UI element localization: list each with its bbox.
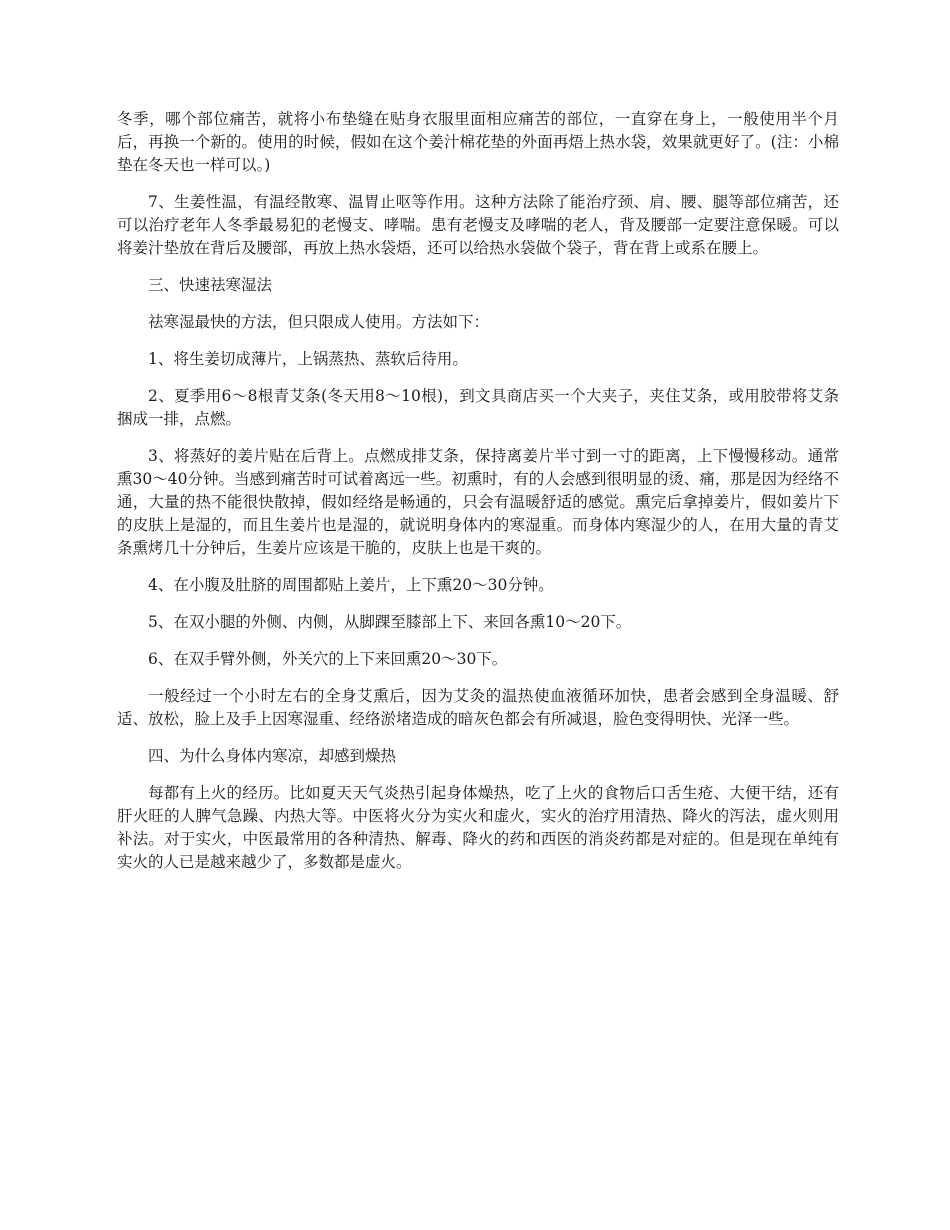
paragraph-step-3: 3、将蒸好的姜片贴在后背上。点燃成排艾条，保持离姜片半寸到一寸的距离，上下慢慢移动。通常熏30～40分钟。当感到痛苦时可试着离远一些。初熏时，有的人会感到很明显的烫、痛，那是因为经络不通，大量的热不能很快散掉，假如经络是畅通的，只会有温暖舒适的感觉。熏完后拿掉姜片，假如姜片下的皮肤上是湿的，而且生姜片也是湿的，就说明身体内的寒湿重。而身体内寒湿少的人，在用大量的青艾条熏烤几十分钟后，生姜片应该是干脆的，皮肤上也是干爽的。 xyxy=(117,447,839,557)
paragraph-summary: 一般经过一个小时左右的全身艾熏后，因为艾灸的温热使血液循环加快，患者会感到全身温暖、舒适、放松，脸上及手上因寒湿重、经络淤堵造成的暗灰色都会有所减退，脸色变得明快、光泽一些。 xyxy=(117,687,839,728)
paragraph-step-1: 1、将生姜切成薄片，上锅蒸热、蒸软后待用。 xyxy=(148,350,468,368)
paragraph-item-7: 7、生姜性温，有温经散寒、温胃止呕等作用。这种方法除了能治疗颈、肩、腰、腿等部位痛苦，还可以治疗老年人冬季最易犯的老慢支、哮喘。患有老慢支及哮喘的老人，背及腰部一定要注意保暖。可以将姜汁垫放在背后及腰部，再放上热水袋焐，还可以给热水袋做个袋子，背在背上或系在腰上。 xyxy=(117,193,839,257)
paragraph-intro: 祛寒湿最快的方法，但只限成人使用。方法如下： xyxy=(148,313,490,331)
document-body xyxy=(117,108,839,888)
paragraph-step-2: 2、夏季用6～8根青艾条(冬天用8～10根)，到文具商店买一个大夹子，夹住艾条，或用胶带将艾条捆成一排，点燃。 xyxy=(117,387,839,428)
paragraph-step-4: 4、在小腹及肚脐的周围都贴上姜片，上下熏20～30分钟。 xyxy=(148,576,554,594)
paragraph-step-5: 5、在双小腿的外侧、内侧，从脚踝至膝部上下、来回各熏10～20下。 xyxy=(148,613,632,631)
paragraph-fire: 每都有上火的经历。比如夏天天气炎热引起身体燥热，吃了上火的食物后口舌生疮、大便干结，还有肝火旺的人脾气急躁、内热大等。中医将火分为实火和虚火，实火的治疗用清热、降火的泻法，虚火则用补法。对于实火，中医最常用的各种清热、解毒、降火的药和西医的消炎药都是对症的。但是现在单纯有实火的人已是越来越少了，多数都是虚火。 xyxy=(117,784,839,871)
section-heading-3: 三、快速祛寒湿法 xyxy=(148,276,273,294)
section-heading-4: 四、为什么身体内寒凉，却感到燥热 xyxy=(148,747,397,765)
paragraph-continuation: 冬季，哪个部位痛苦，就将小布垫缝在贴身衣服里面相应痛苦的部位，一直穿在身上，一般使用半个月后，再换一个新的。使用的时候，假如在这个姜汁棉花垫的外面再焐上热水袋，效果就更好了。(注：小棉垫在冬天也一样可以。) xyxy=(117,110,839,174)
paragraph-step-6: 6、在双手臂外侧，外关穴的上下来回熏20～30下。 xyxy=(148,650,508,668)
